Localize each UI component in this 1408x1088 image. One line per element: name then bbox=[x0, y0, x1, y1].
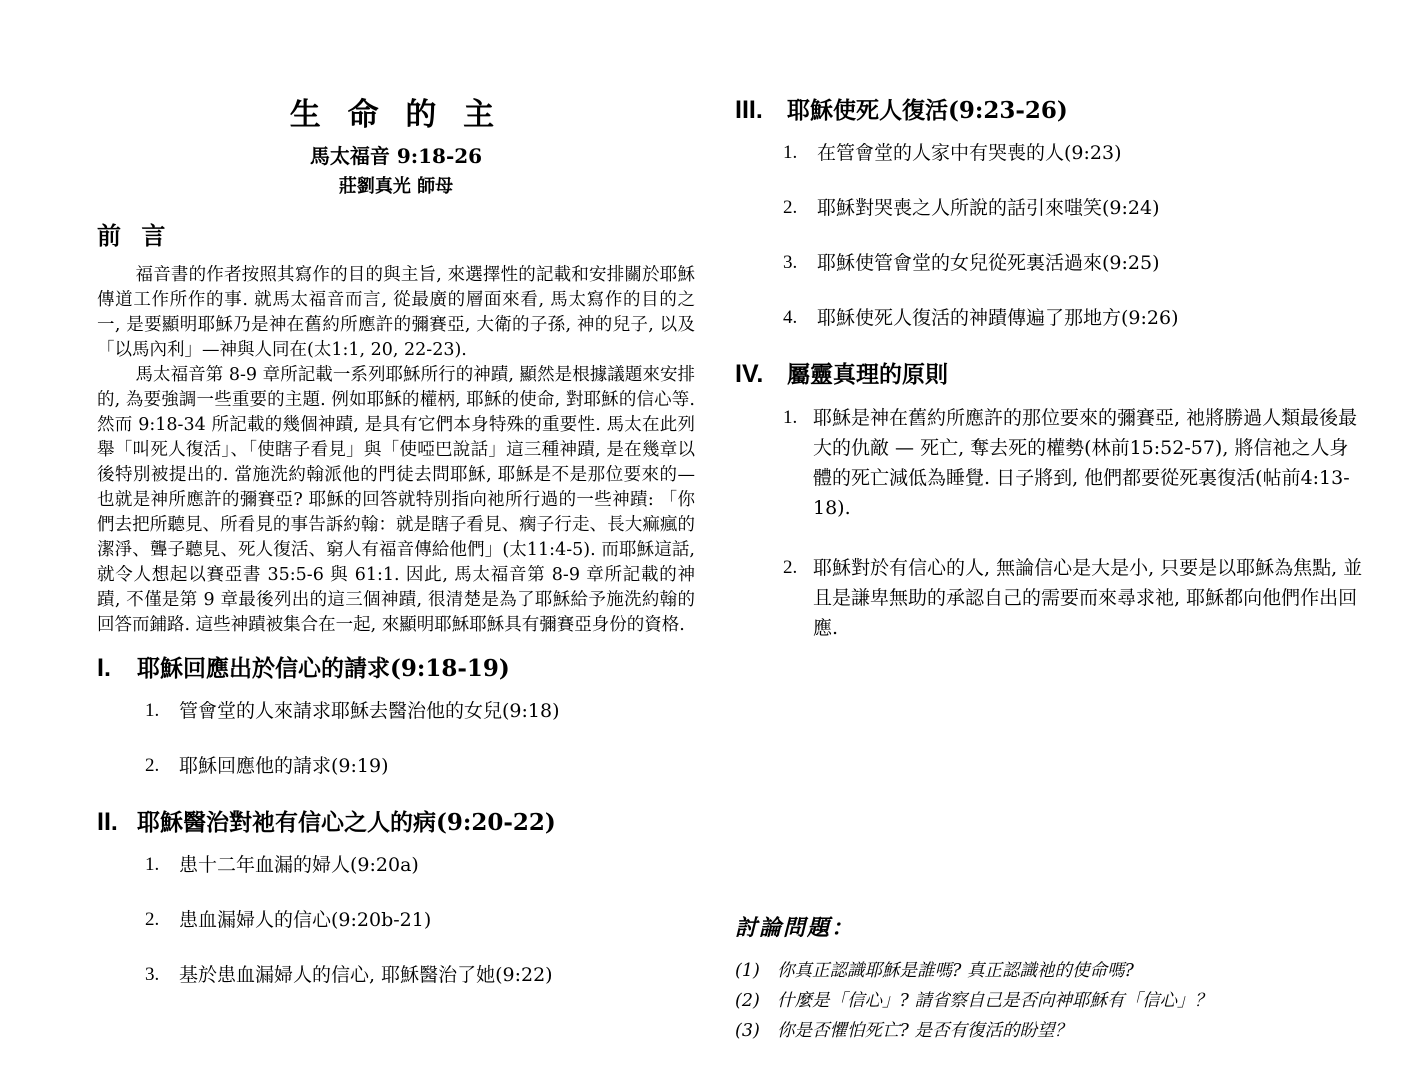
section-3 bbox=[735, 95, 1363, 332]
item-number: 1. bbox=[145, 700, 160, 721]
section-1-numeral: I. bbox=[97, 654, 111, 682]
item-number: 1. bbox=[145, 854, 160, 875]
section-1-heading bbox=[97, 653, 695, 685]
item-text: 耶穌回應他的請求(9:19) bbox=[179, 755, 389, 777]
section-1 bbox=[97, 653, 695, 780]
item-text: 患血漏婦人的信心(9:20b-21) bbox=[179, 909, 432, 931]
item-number: 3. bbox=[783, 252, 798, 273]
item-number: 2. bbox=[783, 557, 798, 578]
section-4 bbox=[735, 359, 1363, 643]
preface-paragraph: 馬太福音第 8-9 章所記載一系列耶穌所行的神蹟, 顯然是根據議題來安排的, 為要強調一些重要的主題. 例如耶穌的權柄, 耶穌的使命, 對耶穌的信心等. 然而 9:18-34 所記載的幾個神蹟, 是具有它們本身特殊的重要性. 馬太在此列舉「叫死人復活」、「使瞎子看見」與「使啞巴說話」這三種神蹟, 是在幾章以後特別被提出的. 當施洗約翰派他的門徒去問耶穌, 耶穌是不是那位要來的—也就是神所應許的彌賽亞? 耶穌的回答就特別指向祂所行過的一些神蹟: 「你們去把所聽見、所看見的事告訴約翰：就是瞎子看見、瘸子行走、長大痲瘋的潔淨、聾子聽見、死人復活、窮人有福音傳給他們」(太11:4-5). 而耶穌這話, 就令人想起以賽亞書 35:5-6 與 61:1. 因此, 馬太福音第 8-9 章所記載的神蹟, 不僅是第 9 章最後列出的這三個神蹟, 很清楚是為了耶穌給予施洗約翰的回答而鋪路. 這些神蹟被集合在一起, 來顯明耶穌耶穌具有彌賽亞身份的資格. bbox=[97, 365, 695, 635]
list-item bbox=[783, 194, 1363, 222]
section-2-numeral: II. bbox=[97, 808, 118, 836]
section-4-numeral: IV. bbox=[735, 360, 764, 388]
list-item bbox=[783, 403, 1363, 523]
preface-heading: 前 言 bbox=[97, 221, 172, 250]
list-item bbox=[783, 304, 1363, 332]
section-1-title: 耶穌回應出於信心的請求(9:18-19) bbox=[137, 655, 510, 682]
section-2 bbox=[97, 807, 695, 989]
section-3-numeral: III. bbox=[735, 96, 763, 124]
item-number: 1. bbox=[783, 407, 798, 428]
section-4-title: 屬靈真理的原則 bbox=[787, 361, 948, 388]
section-3-title: 耶穌使死人復活(9:23-26) bbox=[787, 97, 1068, 124]
item-text: 基於患血漏婦人的信心, 耶穌醫治了她(9:22) bbox=[179, 964, 553, 986]
list-item bbox=[145, 961, 695, 989]
scripture-reference: 馬太福音 9:18-26 bbox=[309, 144, 483, 168]
item-number: 2. bbox=[145, 755, 160, 776]
section-2-items bbox=[145, 851, 695, 989]
list-item bbox=[783, 139, 1363, 167]
item-text: 耶穌使管會堂的女兒從死裏活過來(9:25) bbox=[817, 252, 1160, 274]
list-item bbox=[145, 851, 695, 879]
question-number: (3) bbox=[735, 1021, 760, 1041]
item-text: 患十二年血漏的婦人(9:20a) bbox=[179, 854, 419, 876]
section-1-items bbox=[145, 697, 695, 780]
item-text: 耶穌對哭喪之人所說的話引來嗤笑(9:24) bbox=[817, 197, 1160, 219]
section-2-heading bbox=[97, 807, 695, 839]
item-number: 4. bbox=[783, 307, 798, 328]
item-text: 耶穌對於有信心的人, 無論信心是大是小, 只要是以耶穌為焦點, 並且是謙卑無助的承認自己的需要而來尋求祂, 耶穌都向他們作出回應. bbox=[813, 557, 1363, 639]
discussion-question bbox=[735, 1016, 1363, 1046]
question-text: 什麼是「信心」? 請省察自己是否向神耶穌有「信心」？ bbox=[777, 991, 1212, 1011]
section-3-items bbox=[783, 139, 1363, 332]
item-text: 管會堂的人來請求耶穌去醫治他的女兒(9:18) bbox=[179, 700, 560, 722]
item-text: 耶穌是神在舊約所應許的那位要來的彌賽亞, 祂將勝過人類最後最大的仇敵 — 死亡, 奪去死的權勢(林前15:52-57), 將信祂之人身體的死亡減低為睡覺. 日子將到, 他們都要從死裏復活(帖前4:13-18). bbox=[813, 407, 1358, 519]
left-column bbox=[97, 95, 695, 1016]
item-number: 3. bbox=[145, 964, 160, 985]
section-2-title: 耶穌醫治對祂有信心之人的病(9:20-22) bbox=[137, 809, 556, 836]
right-column bbox=[735, 95, 1363, 1046]
section-3-heading bbox=[735, 95, 1363, 127]
item-text: 耶穌使死人復活的神蹟傳遍了那地方(9:26) bbox=[817, 307, 1179, 329]
discussion-section bbox=[735, 911, 1363, 1046]
preface-paragraph: 福音書的作者按照其寫作的目的與主旨, 來選擇性的記載和安排關於耶穌傳道工作所作的事. 就馬太福音而言, 從最廣的層面來看, 馬太寫作的目的之一, 是要顯明耶穌乃是神在舊約所應許的彌賽亞, 大衛的子孫, 神的兒子, 以及「以馬內利」—神與人同在(太1:1, 20, 22-23). bbox=[97, 265, 695, 360]
page-title: 生 命 的 主 bbox=[289, 97, 503, 133]
author-name: 莊劉真光 師母 bbox=[338, 176, 454, 197]
list-item bbox=[783, 553, 1363, 643]
question-number: (1) bbox=[735, 961, 760, 981]
section-4-items bbox=[783, 403, 1363, 643]
item-number: 2. bbox=[783, 197, 798, 218]
list-item bbox=[783, 249, 1363, 277]
list-item bbox=[145, 697, 695, 725]
item-number: 2. bbox=[145, 909, 160, 930]
discussion-question bbox=[735, 956, 1363, 986]
item-text: 在管會堂的人家中有哭喪的人(9:23) bbox=[817, 142, 1122, 164]
discussion-heading: 討論問題： bbox=[735, 915, 856, 941]
section-4-heading bbox=[735, 359, 1363, 391]
question-text: 你是否懼怕死亡? 是否有復活的盼望？ bbox=[777, 1021, 1072, 1041]
list-item bbox=[145, 906, 695, 934]
question-text: 你真正認識耶穌是誰嗎? 真正認識祂的使命嗎? bbox=[777, 961, 1134, 981]
question-number: (2) bbox=[735, 991, 760, 1011]
list-item bbox=[145, 752, 695, 780]
item-number: 1. bbox=[783, 142, 798, 163]
discussion-question bbox=[735, 986, 1363, 1016]
